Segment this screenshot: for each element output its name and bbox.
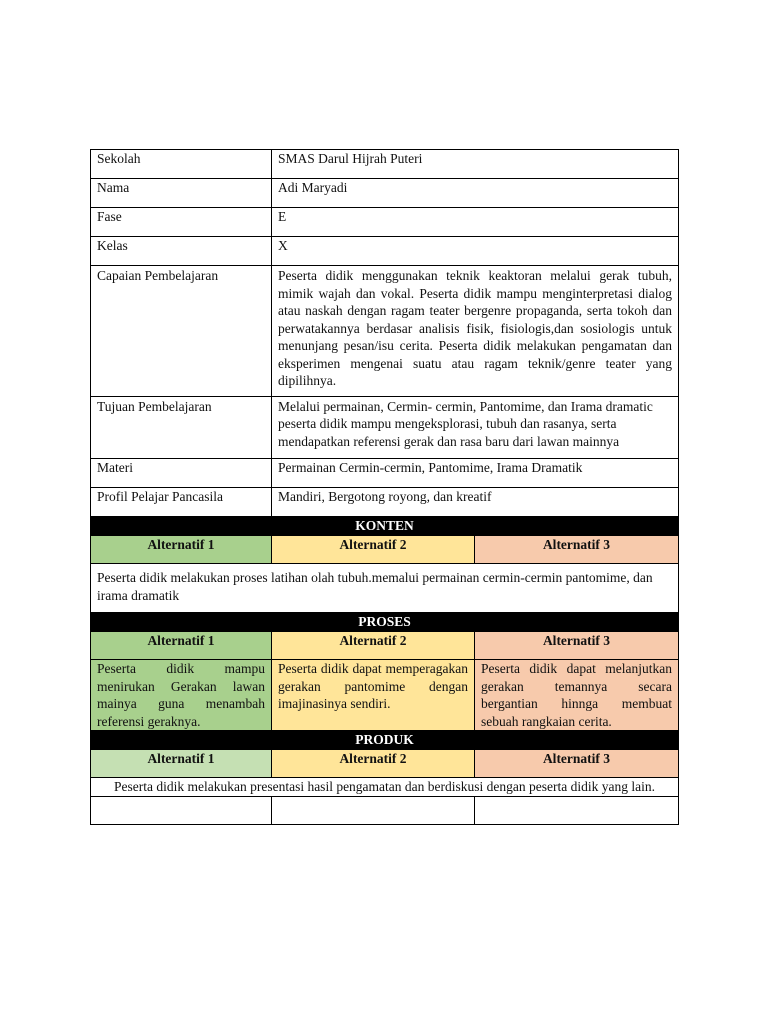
row-materi	[91, 459, 679, 488]
capaian-value: Peserta didik menggunakan teknik keaktoran melalui gerak tubuh, mimik wajah dan vokal. Peserta didik mampu menginterpretasi dialog atau naskah dengan ragam teater bergenre propaganda, serta tokoh dan perwatakannya berdasar analisis fisik, fisiologis,dan sosiologis untuk menunjang pesan/isu cerita. Peserta didik melakukan pengamatan dan eksperimen mengenai suatu atau ragam teknik/genre teater yang dipilihnya.	[272, 266, 679, 397]
proses-alternatives	[91, 632, 679, 660]
tujuan-label: Tujuan Pembelajaran	[91, 396, 272, 459]
proses-alt1: Alternatif 1	[91, 632, 272, 660]
proses-row	[91, 660, 679, 731]
fase-label: Fase	[91, 208, 272, 237]
produk-alternatives	[91, 750, 679, 778]
materi-label: Materi	[91, 459, 272, 488]
proses-band	[91, 613, 679, 632]
nama-label: Nama	[91, 179, 272, 208]
kelas-value: X	[272, 237, 679, 266]
nama-value: Adi Maryadi	[272, 179, 679, 208]
row-profil	[91, 488, 679, 517]
empty-cell-1	[91, 796, 272, 824]
konten-title: KONTEN	[91, 517, 679, 536]
proses-text2: Peserta didik dapat memperagakan gerakan pantomime dengan imajinasinya sendiri.	[272, 660, 475, 731]
konten-band	[91, 517, 679, 536]
capaian-label: Capaian Pembelajaran	[91, 266, 272, 397]
kelas-label: Kelas	[91, 237, 272, 266]
fase-value: E	[272, 208, 679, 237]
konten-alt1: Alternatif 1	[91, 536, 272, 564]
proses-text3: Peserta didik dapat melanjutkan gerakan temannya secara bergantian hinnga membuat sebuah rangkaian cerita.	[475, 660, 679, 731]
produk-title: PRODUK	[91, 731, 679, 750]
row-tujuan	[91, 396, 679, 459]
produk-row	[91, 778, 679, 797]
konten-alt3: Alternatif 3	[475, 536, 679, 564]
empty-row	[91, 796, 679, 824]
empty-cell-3	[475, 796, 679, 824]
produk-alt1: Alternatif 1	[91, 750, 272, 778]
profil-label: Profil Pelajar Pancasila	[91, 488, 272, 517]
proses-title: PROSES	[91, 613, 679, 632]
proses-alt3: Alternatif 3	[475, 632, 679, 660]
empty-cell-2	[272, 796, 475, 824]
row-kelas	[91, 237, 679, 266]
konten-alternatives	[91, 536, 679, 564]
tujuan-value: Melalui permainan, Cermin- cermin, Pantomime, dan Irama dramatic peserta didik mampu mengeksplorasi, tubuh dan rasanya, serta mendapatkan referensi gerak dan rasa baru dari lawan mainnya	[272, 396, 679, 459]
konten-row	[91, 564, 679, 613]
proses-text1: Peserta didik mampu menirukan Gerakan lawan mainya guna menambah referensi geraknya.	[91, 660, 272, 731]
konten-text: Peserta didik melakukan proses latihan olah tubuh.memalui permainan cermin-cermin pantomime, dan irama dramatik	[91, 564, 679, 613]
proses-alt2: Alternatif 2	[272, 632, 475, 660]
materi-value: Permainan Cermin-cermin, Pantomime, Irama Dramatik	[272, 459, 679, 488]
sekolah-value: SMAS Darul Hijrah Puteri	[272, 150, 679, 179]
row-capaian	[91, 266, 679, 397]
produk-text: Peserta didik melakukan presentasi hasil pengamatan dan berdiskusi dengan peserta didik yang lain.	[91, 778, 679, 797]
row-nama	[91, 179, 679, 208]
sekolah-label: Sekolah	[91, 150, 272, 179]
produk-alt2: Alternatif 2	[272, 750, 475, 778]
row-sekolah	[91, 150, 679, 179]
profil-value: Mandiri, Bergotong royong, dan kreatif	[272, 488, 679, 517]
produk-alt3: Alternatif 3	[475, 750, 679, 778]
konten-alt2: Alternatif 2	[272, 536, 475, 564]
lesson-plan-table	[90, 149, 679, 825]
row-fase	[91, 208, 679, 237]
produk-band	[91, 731, 679, 750]
